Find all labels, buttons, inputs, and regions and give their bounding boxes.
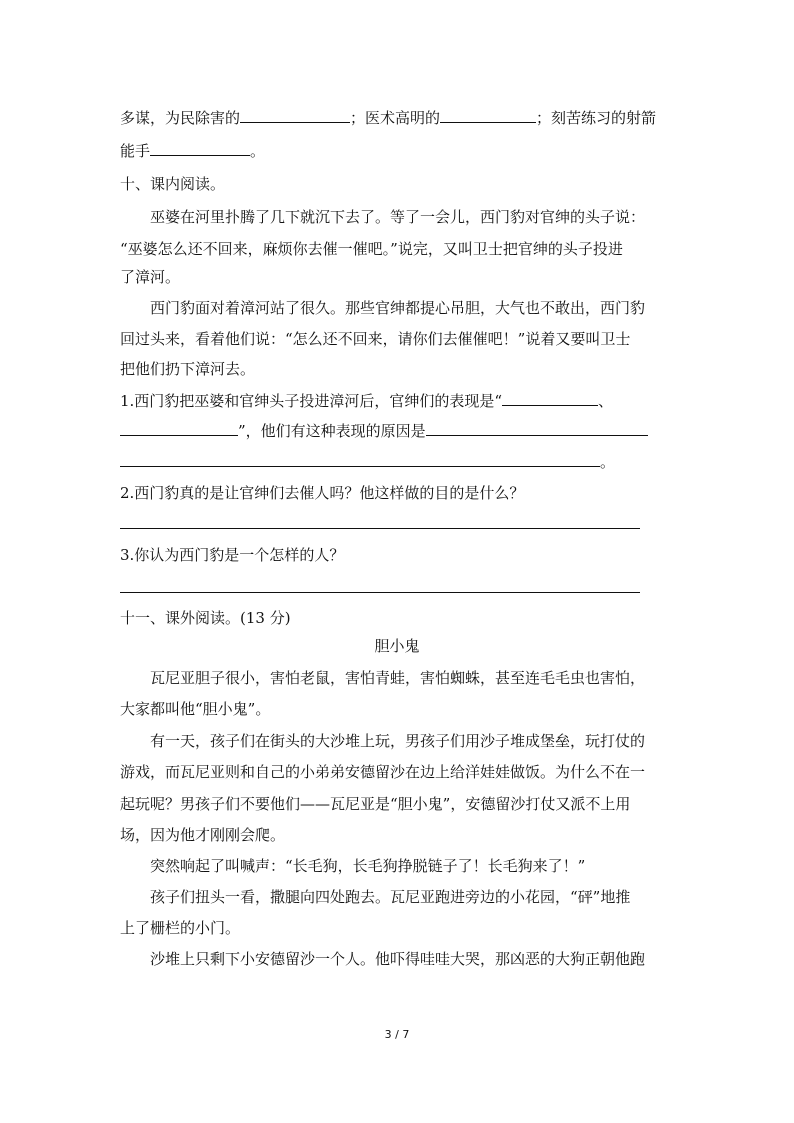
section-11-heading: 十一、课外阅读。(13 分) bbox=[120, 609, 291, 627]
passage-line: 西门豹面对着漳河站了很久。那些官绅都提心吊胆，大气也不敢出，西门豹 bbox=[150, 299, 646, 317]
fill-line-2 bbox=[120, 141, 265, 161]
fill-text-a: 多谋，为民除害的 bbox=[120, 109, 241, 127]
question-3: 3.你认为西门豹是一个怎样的人？ bbox=[120, 546, 345, 564]
answer-blank[interactable] bbox=[426, 421, 648, 436]
story-line: 大家都叫他“胆小鬼”。 bbox=[120, 700, 271, 718]
story-line: 有一天，孩子们在街头的大沙堆上玩，男孩子们用沙子堆成堡垒，玩打仗的 bbox=[150, 732, 646, 750]
answer-blank[interactable] bbox=[120, 421, 238, 436]
story-line: 起玩呢？男孩子们不要他们——瓦尼亚是“胆小鬼”，安德留沙打仗又派不上用 bbox=[120, 795, 631, 813]
passage-line: 了漳河。 bbox=[120, 268, 181, 286]
question-1-line-2 bbox=[120, 421, 648, 441]
section-10-heading: 十、课内阅读。 bbox=[120, 175, 226, 193]
fill-text-d: 能手 bbox=[120, 142, 151, 160]
fill-text-e: 。 bbox=[250, 142, 266, 160]
fill-text-b: ；医术高明的 bbox=[350, 109, 441, 127]
answer-blank[interactable] bbox=[502, 391, 598, 406]
passage-line: 把他们扔下漳河去。 bbox=[120, 360, 256, 378]
question-1-line-3 bbox=[120, 452, 615, 472]
story-line: 突然响起了叫喊声：“长毛狗，长毛狗挣脱链子了！长毛狗来了！” bbox=[150, 857, 586, 875]
answer-line[interactable] bbox=[120, 592, 640, 593]
story-title: 胆小鬼 bbox=[374, 637, 420, 655]
story-line: 瓦尼亚胆子很小，害怕老鼠，害怕青蛙，害怕蜘蛛，甚至连毛毛虫也害怕， bbox=[150, 669, 646, 687]
fill-text-c: ；刻苦练习的射箭 bbox=[536, 109, 657, 127]
story-line: 上了栅栏的小门。 bbox=[120, 919, 241, 937]
question-1-end: 。 bbox=[600, 453, 616, 471]
passage-line: 巫婆在河里扑腾了几下就沉下去了。等了一会儿，西门豹对官绅的头子说： bbox=[150, 208, 646, 226]
fill-line-1 bbox=[120, 108, 656, 128]
answer-blank[interactable] bbox=[120, 452, 600, 467]
question-1-line-1 bbox=[120, 391, 613, 411]
passage-line: 回过头来，看着他们说：“怎么还不回来，请你们去催催吧！”说着又要叫卫士 bbox=[120, 330, 631, 348]
question-1-text: 1.西门豹把巫婆和官绅头子投进漳河后，官绅们的表现是“ bbox=[120, 392, 502, 410]
answer-blank[interactable] bbox=[440, 108, 536, 123]
question-2: 2.西门豹真的是让官绅们去催人吗？他这样做的目的是什么？ bbox=[120, 484, 525, 502]
story-line: 孩子们扭头一看，撒腿向四处跑去。瓦尼亚跑进旁边的小花园，“砰”地推 bbox=[150, 888, 631, 906]
answer-blank[interactable] bbox=[150, 141, 250, 156]
story-line: 场，因为他才刚刚会爬。 bbox=[120, 826, 286, 844]
page-number: 3 / 7 bbox=[384, 1028, 410, 1041]
question-1-sep: 、 bbox=[597, 392, 613, 410]
question-1-text-2: ”，他们有这种表现的原因是 bbox=[238, 422, 426, 440]
passage-line: “巫婆怎么还不回来，麻烦你去催一催吧。”说完，又叫卫士把官绅的头子投进 bbox=[120, 240, 623, 258]
answer-blank[interactable] bbox=[240, 108, 350, 123]
story-line: 沙堆上只剩下小安德留沙一个人。他吓得哇哇大哭，那凶恶的大狗正朝他跑 bbox=[150, 950, 646, 968]
story-line: 游戏，而瓦尼亚则和自己的小弟弟安德留沙在边上给洋娃娃做饭。为什么不在一 bbox=[120, 763, 646, 781]
answer-line[interactable] bbox=[120, 528, 640, 529]
